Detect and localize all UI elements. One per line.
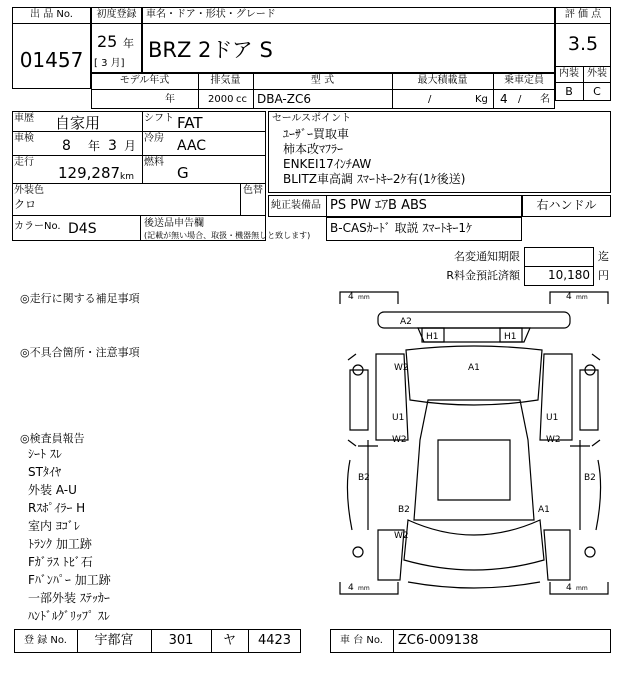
sales-point-line: ENKEI17ｲﾝﾁAW	[283, 157, 372, 171]
inspection-year: 8	[62, 138, 71, 154]
tire-br-unit: mm	[576, 585, 588, 592]
displacement-label: 排気量	[210, 75, 241, 86]
equipment-extra: B-CASｶｰﾄﾞ 取説 ｽﾏｰﾄｷｰ1ｹ	[330, 221, 473, 235]
interior-label: 内装	[559, 68, 579, 79]
car-name: BRZ 2ドア S	[148, 38, 273, 62]
recycle-value: 10,180	[548, 268, 590, 282]
mark-a1-right: A1	[538, 505, 550, 515]
inspector-line: STﾀｲﾔ	[28, 465, 61, 479]
cooler-label: 冷房	[144, 133, 164, 144]
mark-w2-center: W2	[546, 435, 561, 445]
inspector-line: ｼｰﾄ ｽﾚ	[28, 447, 62, 461]
car-name-label: 車名・ドア・形状・グレード	[146, 9, 276, 20]
driving-remarks-label: ◎走行に関する補足事項	[20, 292, 140, 305]
defect-remarks-label: ◎不具合箇所・注意事項	[20, 346, 140, 359]
registration-class: 301	[168, 633, 194, 648]
mark-b2-right: B2	[584, 473, 596, 483]
car-damage-diagram	[338, 290, 610, 616]
capacity-unit: 名	[540, 94, 550, 105]
lot-number: 01457	[19, 48, 84, 72]
fuel-label: 燃料	[144, 157, 164, 168]
reg-month: [ 3 月]	[94, 58, 125, 69]
inspection-year-unit: 年	[88, 139, 101, 153]
first-reg-label: 初度登録	[96, 9, 137, 20]
mileage-label: 走行	[14, 157, 34, 168]
history-value: 自家用	[55, 114, 101, 132]
name-change-label: 名変通知期限	[454, 250, 520, 263]
sales-point-line: ﾕｰｻﾞｰ買取車	[283, 127, 350, 141]
inspection-month-unit: 月	[124, 139, 137, 153]
repaint-label: 色替	[243, 185, 263, 196]
shift-label: シフト	[144, 113, 174, 124]
inspector-line: ﾄﾗﾝｸ 加工跡	[28, 537, 92, 551]
mark-w2-left: W2	[392, 435, 407, 445]
registration-kana: ヤ	[222, 633, 236, 648]
mark-u1-left: U1	[392, 413, 405, 423]
registration-number: 4423	[257, 633, 292, 648]
mileage-value: 129,287	[58, 164, 121, 182]
mileage-unit: km	[120, 172, 134, 182]
inspector-line: Fﾊﾞﾝﾊﾟｰ 加工跡	[28, 573, 111, 587]
model-code-label: 型 式	[310, 75, 335, 86]
tire-tr-unit: mm	[576, 294, 588, 301]
fuel-value: G	[177, 164, 189, 182]
inspector-line: Fｶﾞﾗｽ ﾄﾋﾞ石	[28, 555, 93, 569]
recycle-label: R料金預託済額	[446, 269, 520, 282]
name-change-unit: 迄	[598, 250, 609, 263]
sales-points-label: セールスポイント	[272, 113, 352, 124]
handle-value: 右ハンドル	[536, 198, 597, 212]
load-slash: /	[428, 94, 432, 105]
tire-bl-value: 4	[348, 583, 354, 593]
capacity-slash: /	[518, 94, 522, 105]
sales-point-line: BLITZ車高調 ｽﾏｰﾄｷｰ2ｹ有(1ｹ後送)	[283, 172, 466, 186]
mark-h1-left: H1	[426, 332, 439, 342]
model-year-unit: 年	[165, 94, 175, 105]
displacement-value: 2000	[208, 94, 234, 105]
reg-year-unit: 年	[123, 37, 134, 50]
cooler-value: AAC	[177, 138, 207, 154]
capacity-label: 乗車定員	[504, 75, 544, 86]
tire-tl-value: 4	[348, 292, 354, 302]
load-label: 最大積載量	[417, 75, 468, 86]
chassis-number: ZC6-009138	[398, 633, 479, 648]
ext-color-value: クロ	[14, 198, 36, 211]
exterior-grade: C	[593, 85, 601, 98]
mark-a1-top: A1	[468, 363, 480, 373]
tire-tr-value: 4	[566, 292, 572, 302]
color-no-value: D4S	[68, 221, 97, 237]
inspector-line: 一部外装 ｽﾃｯｶｰ	[28, 591, 110, 605]
load-unit: Kg	[475, 94, 488, 105]
inspector-line: Rｽﾎﾟｲﾗｰ H	[28, 501, 86, 515]
tire-bl-unit: mm	[358, 585, 370, 592]
score-label: 評 価 点	[564, 9, 602, 20]
registration-region: 宇都宮	[94, 633, 134, 648]
score-value: 3.5	[567, 33, 599, 55]
mark-a2: A2	[400, 317, 412, 327]
model-year-label: モデル年式	[119, 75, 170, 86]
mark-u1-right: U1	[546, 413, 559, 423]
ext-color-label: 外装色	[14, 185, 44, 196]
docs-label: 後送品申告欄	[144, 218, 204, 229]
exterior-label: 外装	[587, 68, 607, 79]
inspector-line: ﾊﾝﾄﾞﾙｸﾞﾘｯﾌﾟ ｽﾚ	[28, 609, 110, 623]
registration-label: 登 録 No.	[24, 635, 67, 646]
shift-value: FAT	[177, 114, 203, 132]
mark-b2-center: B2	[398, 505, 410, 515]
color-no-label: カラーNo.	[14, 221, 61, 232]
recycle-unit: 円	[598, 269, 609, 282]
inspector-line: 室内 ﾖｺﾞﾚ	[28, 519, 80, 533]
chassis-label: 車 台 No.	[340, 635, 383, 646]
mark-w2-bottom: W2	[394, 531, 409, 541]
interior-grade: B	[565, 85, 573, 98]
capacity-value: 4	[500, 92, 508, 106]
sales-point-line: 柿本改ﾏﾌﾗｰ	[283, 142, 344, 156]
name-change-box	[524, 247, 594, 267]
equipment-items: PS PW ｴｱB ABS	[330, 198, 427, 213]
tire-tl-unit: mm	[358, 294, 370, 301]
reg-year: 25	[97, 32, 118, 51]
lot-label: 出 品 No.	[30, 9, 73, 20]
mark-w2-top-left: W2	[394, 363, 409, 373]
history-label: 車歴	[14, 113, 34, 124]
inspection-label: 車検	[14, 133, 34, 144]
mark-b2-left: B2	[358, 473, 370, 483]
model-code: DBA-ZC6	[257, 92, 311, 106]
inspector-report-label: ◎検査員報告	[20, 432, 85, 445]
equipment-label: 純正装備品	[271, 200, 321, 211]
tire-br-value: 4	[566, 583, 572, 593]
mark-h1-right: H1	[504, 332, 517, 342]
inspection-month: 3	[108, 138, 117, 154]
displacement-unit: cc	[236, 94, 247, 105]
inspector-line: 外装 A-U	[28, 483, 77, 497]
docs-note: (記載が無い場合、取扱・機器無しと致します)	[144, 231, 311, 240]
